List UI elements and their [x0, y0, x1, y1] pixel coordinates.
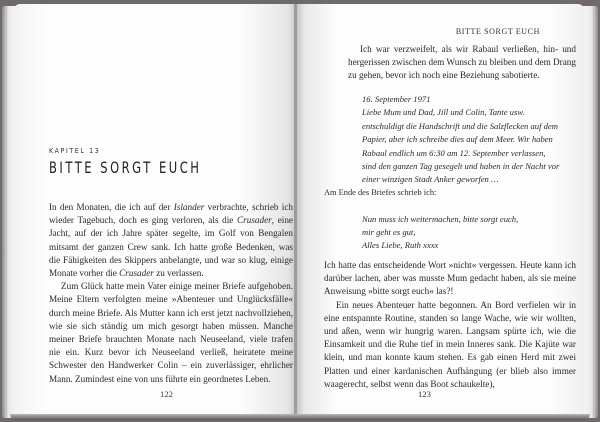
- letter-line: entschuldigt die Handschrift und die Salzflecken auf dem: [362, 120, 558, 131]
- book-bottom-shadow: [10, 414, 590, 420]
- letter-line: Rabaul endlich um 6:30 am 12. September verlassen,: [362, 147, 546, 158]
- letter-excerpt: [362, 93, 577, 187]
- ship-name: Crusader: [237, 215, 272, 226]
- closing-line: Nun muss ich weitermachen, bitte sorgt euch,: [362, 214, 519, 224]
- letter-line: einer winzigen Stadt Anker geworfen …: [362, 174, 499, 185]
- paragraph: In den Monaten, die ich auf der Islander verbrachte, schrieb ich wieder Tagebuch, doch es ging verloren, als die Crusader, eine Jacht, auf der ich Jahre später segelte, im Golf von Bengalen mitsamt der ganzen Crew sank. Ich hatte große Bedenken, was die Fähigkeiten des Skippers anbelangte, und war so klug, einige Monate vorher die Crusader zu verlassen.: [49, 202, 293, 279]
- ship-name: Crusader: [119, 268, 154, 279]
- letter-closing: [362, 213, 577, 253]
- paragraph: Zum Glück hatte mein Vater einige meiner Briefe aufgehoben. Meine Eltern verfolgten meine »Abenteuer und Unglücksfälle« durch meine Briefe. Als Mutter kann ich erst jetzt nachvollziehen, wie sie sich ständig um mich gesorgt haben müssen. Manche meiner Briefe brauchten Monate nach Neuseeland, viele trafen nie ein. Kurz bevor ich Neuseeland verließ, heiratete meine Schwester den Handwerker Colin – ein zuverlässiger, ehrlicher Mann. Zumindest eine von uns führte ein geordnetes Leben.: [49, 281, 293, 384]
- letter-date: 16. September 1971: [362, 94, 431, 104]
- letter-end-intro: Am Ende des Briefes schrieb ich:: [324, 188, 437, 197]
- right-page-body: [324, 259, 576, 391]
- page-number-right: 123: [418, 389, 431, 399]
- intro-paragraph: Ich war verzweifelt, als wir Rabaul verließen, hin- und hergerissen zwischen dem Wunsch zu bleiben und dem Drang zu gehen, bevor ich noch eine Beziehung sabotierte.: [348, 44, 576, 81]
- page-number-left: 122: [160, 389, 173, 399]
- book-spine: [294, 4, 297, 416]
- letter-line: Liebe Mum und Dad, Jill und Colin, Tante usw.: [362, 107, 525, 118]
- running-head: BITTE SORGT EUCH: [455, 27, 540, 36]
- letter-line: Papier, aber ich schreibe dies auf dem Meer. Wir haben: [362, 134, 553, 145]
- ship-name: Islander: [173, 202, 205, 212]
- paragraph: Ein neues Abenteuer hatte begonnen. An Bord verfielen wir in eine entspannte Routine, standen so lange Wache, wie wir wollten, und aßen, wenn wir hungrig waren. Langsam spürte ich, wie die Einsamkeit und die Ruhe tief in mein Inneres sank. Die Kajüte war klein, und man konnte kaum stehen. Es gab einen Herd mit zwei Platten und einer kardanischen Aufhängung (er blieb also immer waagerecht, selbst wenn das Boot schaukelte),: [324, 299, 576, 389]
- chapter-title: BITTE SORGT EUCH: [49, 158, 202, 177]
- closing-line: mir geht es gut,: [362, 227, 416, 238]
- closing-line: Alles Liebe, Ruth xxxx: [362, 240, 439, 251]
- letter-line: sind den ganzen Tag gesegelt und haben in der Nacht vor: [362, 161, 560, 172]
- paragraph: Ich hatte das entscheidende Wort »nicht« vergessen. Heute kann ich darüber lachen, aber was musste Mum gedacht haben, als sie meine Anweisung »bitte sorgt euch« las?!: [324, 260, 576, 297]
- left-page-body: [49, 201, 293, 386]
- chapter-label: KAPITEL 13: [49, 147, 101, 155]
